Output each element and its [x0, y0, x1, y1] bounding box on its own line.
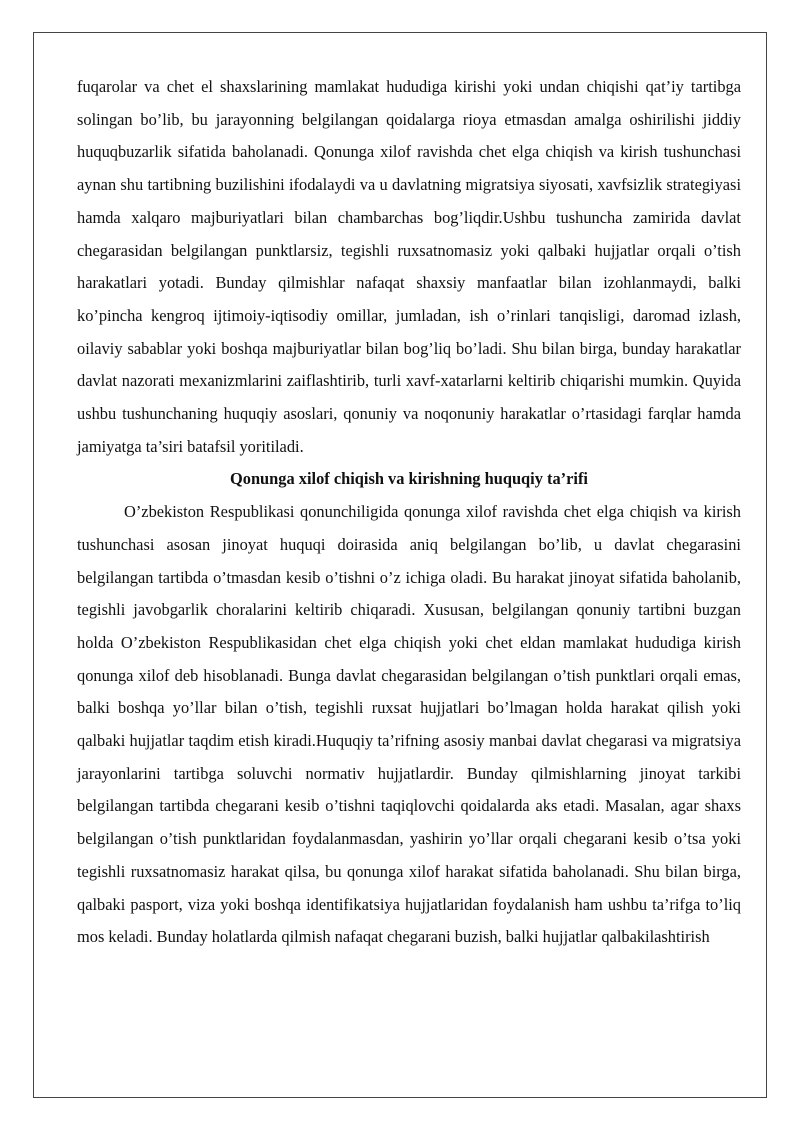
body-paragraph-2: O’zbekiston Respublikasi qonunchiligida qonunga xilof ravishda chet elga chiqish va kirish tushunchasi asosan jinoyat huquqi doirasida aniq belgilangan bo’lib, u davlat chegarasini belgilangan tartibda o’tmasdan kesib o’tishni o’z ichiga oladi. Bu harakat jinoyat sifatida baholanib, tegishli javobgarlik choralarini keltirib chiqaradi. Xususan, belgilangan qonuniy tartibni buzgan holda O’zbekiston Respublikasidan chet elga chiqish yoki chet eldan mamlakat hududiga kirish qonunga xilof deb hisoblanadi. Bunga davlat chegarasidan belgilangan o’tish punktlari orqali emas, balki boshqa yo’llar bilan o’tish, tegishli ruxsat hujjatlari bo’lmagan holda harakat qilish yoki qalbaki hujjatlar taqdim etish kiradi.Huquqiy ta’rifning asosiy manbai davlat chegarasi va migratsiya jarayonlarini tartibga soluvchi normativ hujjatlardir. Bunday qilmishlarning jinoyat tarkibi belgilangan tartibda chegarani kesib o’tishni taqiqlovchi qoidalarda aks etadi. Masalan, agar shaxs belgilangan o’tish punktlaridan foydalanmasdan, yashirin yo’llar orqali chegarani kesib o’tsa yoki tegishli ruxsatnomasiz harakat qilsa, bu qonunga xilof harakat sifatida baholanadi. Shu bilan birga, qalbaki pasport, viza yoki boshqa identifikatsiya hujjatlaridan foydalanish ham ushbu ta’rifga to’liq mos keladi. Bunday holatlarda qilmish nafaqat chegarani buzish, balki hujjatlar qalbakilashtirish	[77, 502, 741, 947]
section-heading: Qonunga xilof chiqish va kirishning huquqiy ta’rifi	[230, 469, 588, 489]
document-body	[77, 71, 741, 954]
body-paragraph-1: fuqarolar va chet el shaxslarining mamlakat hududiga kirishi yoki undan chiqishi qat’iy tartibga solingan bo’lib, bu jarayonning belgilangan qoidalarga rioya etmasdan amalga oshirilishi jiddiy huquqbuzarlik sifatida baholanadi. Qonunga xilof ravishda chet elga chiqish va kirish tushunchasi aynan shu tartibning buzilishini ifodalaydi va u davlatning migratsiya siyosati, xavfsizlik strategiyasi hamda xalqaro majburiyatlari bilan chambarchas bog’liqdir.Ushbu tushuncha zamirida davlat chegarasidan belgilangan punktlarsiz, tegishli ruxsatnomasiz yoki qalbaki hujjatlar orqali o’tish harakatlari yotadi. Bunday qilmishlar nafaqat shaxsiy manfaatlar bilan izohlanmaydi, balki ko’pincha kengroq ijtimoiy-iqtisodiy omillar, jumladan, ish o’rinlari tanqisligi, daromad izlash, oilaviy sabablar yoki boshqa majburiyatlar bilan bog’liq bo’ladi. Shu bilan birga, bunday harakatlar davlat nazorati mexanizmlarini zaiflashtirib, turli xavf-xatarlarni keltirib chiqarishi mumkin. Quyida ushbu tushunchaning huquqiy asoslari, qonuniy va noqonuniy harakatlar o’rtasidagi farqlar hamda jamiyatga ta’siri batafsil yoritiladi.	[77, 77, 741, 456]
